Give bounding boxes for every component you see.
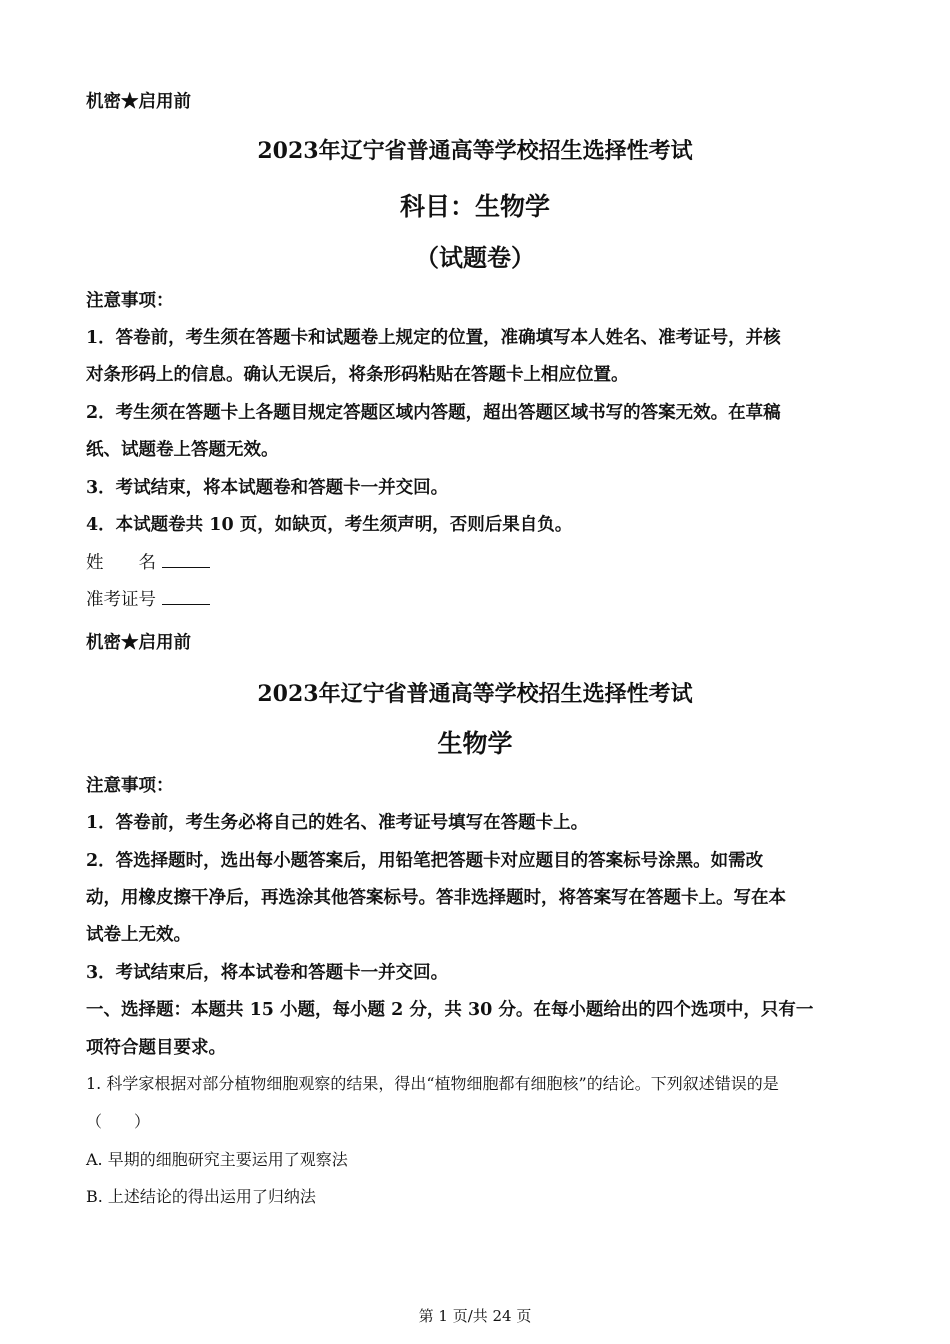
- notice-heading: 注意事项：: [86, 776, 174, 796]
- section-heading: 项符合题目要求。: [86, 1038, 226, 1058]
- notice-line: 试卷上无效。: [86, 925, 191, 945]
- exam-title: 2023年辽宁省普通高等学校招生选择性考试: [257, 681, 693, 707]
- id-field: [86, 586, 210, 611]
- name-label: 姓 名: [86, 553, 156, 573]
- section-heading: 一、选择题：本题共 15 小题，每小题 2 分，共 30 分。在每小题给出的四个选项中，只有一: [86, 1000, 814, 1020]
- id-blank: [162, 589, 210, 605]
- option-b: B. 上述结论的得出运用了归纳法: [86, 1187, 316, 1206]
- notice-heading: 注意事项：: [86, 291, 174, 311]
- paper-type: （试题卷）: [415, 243, 535, 272]
- option-a: A. 早期的细胞研究主要运用了观察法: [86, 1150, 348, 1169]
- question-stem: 1. 科学家根据对部分植物细胞观察的结果，得出“植物细胞都有细胞核”的结论。下列叙述错误的是: [86, 1074, 779, 1093]
- notice-line: 2．考生须在答题卡上各题目规定答题区域内答题，超出答题区域书写的答案无效。在草稿: [86, 403, 781, 423]
- subject-title: 生物学: [437, 729, 513, 758]
- subject-title: 科目：生物学: [399, 192, 550, 221]
- exam-title: 2023年辽宁省普通高等学校招生选择性考试: [257, 138, 693, 164]
- answer-bracket: （ ）: [86, 1112, 151, 1131]
- notice-line: 纸、试题卷上答题无效。: [86, 440, 279, 460]
- name-blank: [162, 552, 210, 568]
- notice-line: 1．答卷前，考生务必将自己的姓名、准考证号填写在答题卡上。: [86, 813, 589, 833]
- notice-line: 1．答卷前，考生须在答题卡和试题卷上规定的位置，准确填写本人姓名、准考证号，并核: [86, 328, 781, 348]
- notice-line: 对条形码上的信息。确认无误后，将条形码粘贴在答题卡上相应位置。: [86, 365, 629, 385]
- page-number: 第 1 页/共 24 页: [418, 1307, 532, 1325]
- notice-line: 3．考试结束后，将本试卷和答题卡一并交回。: [86, 963, 449, 983]
- notice-line: 动，用橡皮擦干净后，再选涂其他答案标号。答非选择题时，将答案写在答题卡上。写在本: [86, 888, 786, 908]
- confidential-mark: 机密★启用前: [86, 633, 191, 653]
- notice-line: 2．答选择题时，选出每小题答案后，用铅笔把答题卡对应题目的答案标号涂黑。如需改: [86, 851, 764, 871]
- notice-line: 3．考试结束，将本试题卷和答题卡一并交回。: [86, 478, 449, 498]
- name-field: [86, 549, 210, 574]
- id-label: 准考证号: [86, 590, 156, 610]
- confidential-mark: 机密★启用前: [86, 92, 191, 112]
- notice-line: 4．本试题卷共 10 页，如缺页，考生须声明，否则后果自负。: [86, 515, 573, 535]
